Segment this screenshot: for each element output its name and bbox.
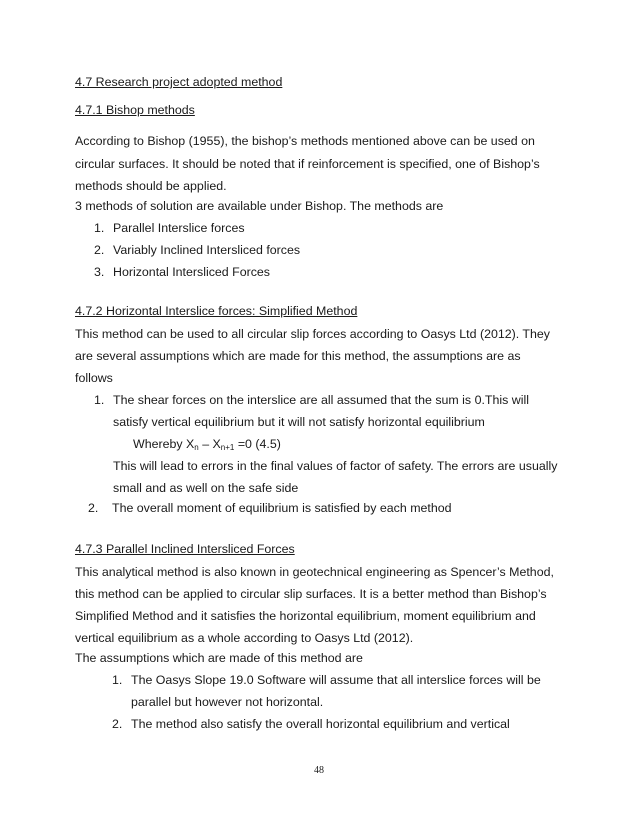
paragraph-line: this method can be applied to circular slip surfaces. It is a better method than Bishop’s	[75, 587, 547, 601]
list-item	[94, 265, 270, 279]
section-heading-4-7-2: 4.7.2 Horizontal Interslice forces: Simplified Method	[75, 304, 358, 318]
paragraph-line: are several assumptions which are made for this method, the assumptions are as	[75, 349, 521, 363]
paragraph-line: circular surfaces. It should be noted that if reinforcement is specified, one of Bishop’s	[75, 157, 540, 171]
paragraph-line: vertical equilibrium as a whole according to Oasys Ltd (2012).	[75, 631, 414, 645]
list-item	[112, 673, 541, 687]
list-number: 2.	[88, 501, 99, 515]
list-number: 3.	[94, 265, 105, 279]
list-item	[88, 501, 452, 515]
list-text: Parallel Interslice forces	[113, 221, 245, 235]
list-item	[94, 393, 529, 407]
paragraph-line: follows	[75, 371, 113, 385]
list-text: Variably Inclined Intersliced forces	[113, 243, 301, 257]
list-text-continued: This will lead to errors in the final values of factor of safety. The errors are usually	[113, 459, 558, 473]
list-item	[112, 717, 510, 731]
list-item	[94, 221, 245, 235]
paragraph-line: This analytical method is also known in geotechnical engineering as Spencer’s Method,	[75, 565, 554, 579]
list-item	[94, 243, 300, 257]
list-text-continued: satisfy vertical equilibrium but it will not satisfy horizontal equilibrium	[113, 415, 485, 429]
paragraph-line: The assumptions which are made of this method are	[75, 651, 363, 665]
list-text-continued: small and as well on the safe side	[113, 481, 299, 495]
list-text-continued: parallel but however not horizontal.	[131, 695, 324, 709]
list-text: The overall moment of equilibrium is satisfied by each method	[112, 501, 452, 515]
list-number: 2.	[112, 717, 123, 731]
list-number: 1.	[94, 393, 105, 407]
list-number: 2.	[94, 243, 105, 257]
equation-4-5: Whereby $X_n - X_{n+1} =0$ (4.5)	[133, 437, 281, 452]
list-text: Horizontal Intersliced Forces	[113, 265, 271, 279]
paragraph-line: This method can be used to all circular slip forces according to Oasys Ltd (2012). They	[75, 327, 550, 341]
paragraph-line: methods should be applied.	[75, 179, 227, 193]
section-heading-4-7-3: 4.7.3 Parallel Inclined Intersliced Forces	[75, 542, 295, 556]
list-text: The shear forces on the interslice are all assumed that the sum is 0.This will	[113, 393, 529, 407]
list-number: 1.	[112, 673, 123, 687]
paragraph-line: 3 methods of solution are available under Bishop. The methods are	[75, 199, 444, 213]
paragraph-line: According to Bishop (1955), the bishop’s methods mentioned above can be used on	[75, 134, 535, 148]
section-heading-4-7-1: 4.7.1 Bishop methods	[75, 103, 195, 117]
list-number: 1.	[94, 221, 105, 235]
list-text: The method also satisfy the overall horizontal equilibrium and vertical	[131, 717, 510, 731]
section-heading-4-7: 4.7 Research project adopted method	[75, 75, 283, 89]
page-number: 48	[314, 765, 324, 776]
paragraph-line: Simplified Method and it satisfies the horizontal equilibrium, moment equilibrium and	[75, 609, 536, 623]
list-text: The Oasys Slope 19.0 Software will assume that all interslice forces will be	[131, 673, 541, 687]
